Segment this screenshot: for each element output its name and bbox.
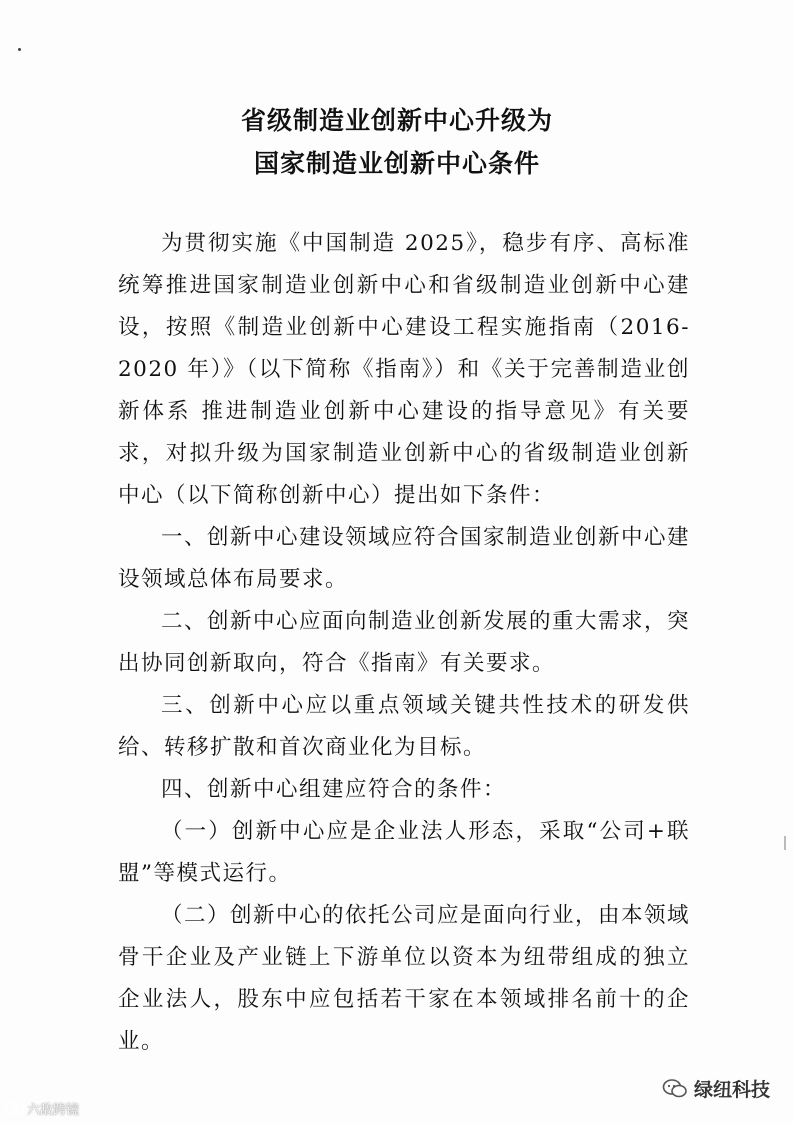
footer-watermarks	[0, 1075, 794, 1123]
paragraph-item-3: 三、创新中心应以重点领域关键共性技术的研发供给、转移扩散和首次商业化为目标。	[118, 693, 690, 760]
paragraph-item-2: 二、创新中心应面向制造业创新发展的重大需求，突出协同创新取向，符合《指南》有关要求。	[118, 609, 691, 676]
paragraph-item-1: 一、创新中心建设领域应符合国家制造业创新中心建设领域总体布局要求。	[118, 525, 691, 592]
document-title-line1: 省级制造业创新中心升级为	[240, 106, 553, 135]
wechat-icon	[662, 1078, 688, 1100]
watermark-left-text: 六敌跨镜	[27, 1103, 80, 1118]
scan-mark	[784, 836, 786, 850]
watermark-logo-icon	[4, 1101, 24, 1117]
document-title-line2: 国家制造业创新中心条件	[253, 149, 540, 178]
document-body	[118, 223, 690, 1063]
paragraph-item-4-2: （二）创新中心的依托公司应是面向行业，由本领域骨干企业及产业链上下游单位以资本为纽带组成的独立企业法人，股东中应包括若干家在本领域排名前十的企业。	[118, 903, 691, 1054]
paragraph-item-4: 四、创新中心组建应符合的条件：	[161, 777, 507, 802]
scan-speck	[18, 48, 21, 51]
paragraph-item-4-1: （一）创新中心应是企业法人形态，采取“公司+联盟”等模式运行。	[118, 819, 690, 886]
watermark-left	[4, 1099, 79, 1118]
paragraph-intro: 为贯彻实施《中国制造 2025》，稳步有序、高标准统筹推进国家制造业创新中心和省级制造业创新中心建设，按照《制造业创新中心建设工程实施指南（2016-2020 年）》（以下简称《指南》）和《关于完善制造业创新体系 推进制造业创新中心建设的指导意见》有关要求，对拟升级为国家制造业创新中心的省级制造业创新中心（以下简称创新中心）提出如下条件：	[118, 231, 690, 508]
watermark-right	[662, 1075, 770, 1102]
watermark-right-text: 绿纽科技	[693, 1079, 770, 1101]
